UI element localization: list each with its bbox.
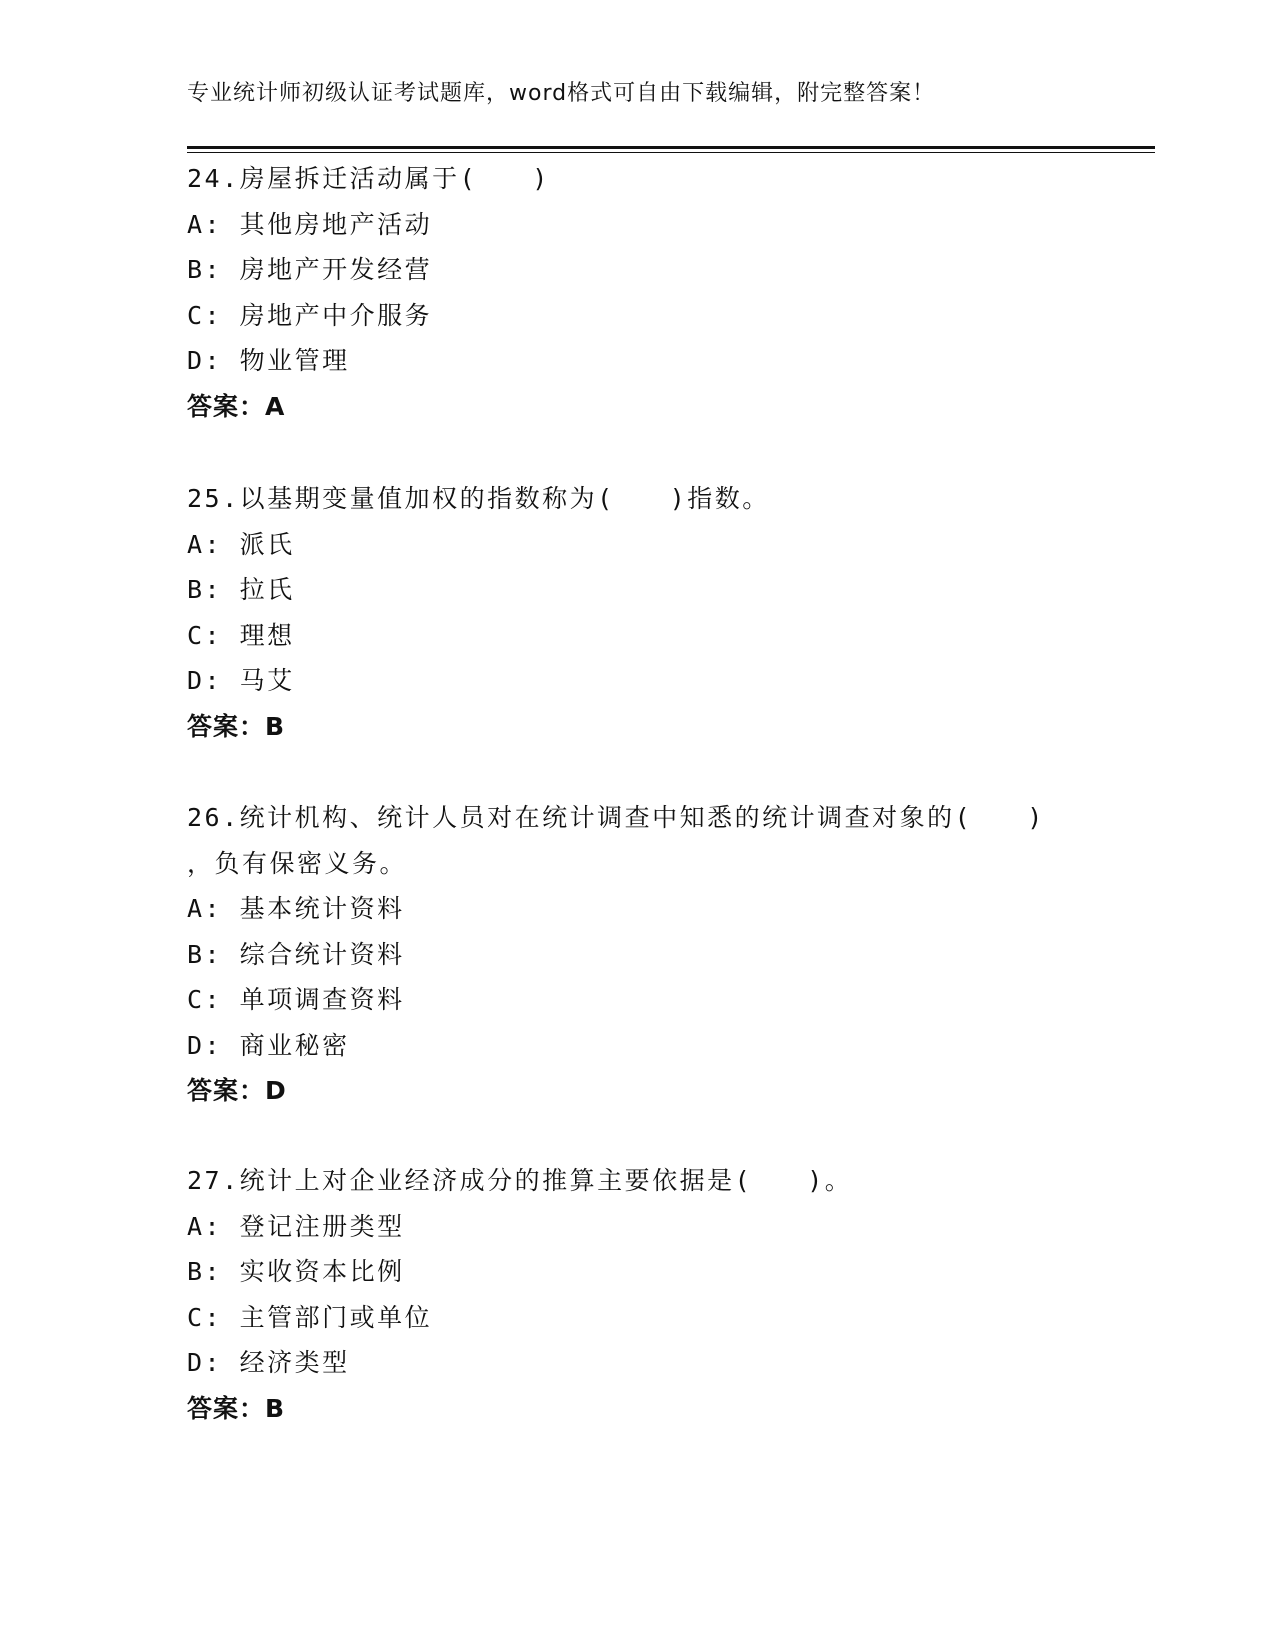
question-text: 27.统计上对企业经济成分的推算主要依据是( )。 <box>187 1166 853 1195</box>
question-24 <box>187 156 1087 429</box>
question-text: 26.统计机构、统计人员对在统计调查中知悉的统计调查对象的( ) <box>187 803 1045 832</box>
answer: 答案：D <box>187 1076 287 1105</box>
header-text: 专业统计师初级认证考试题库，word格式可自由下载编辑，附完整答案！ <box>187 81 936 106</box>
option-d: D: 经济类型 <box>187 1348 350 1377</box>
answer: 答案：B <box>187 711 286 741</box>
option-c: C: 房地产中介服务 <box>187 300 433 330</box>
header-rule-thin <box>187 152 1155 153</box>
question-25 <box>187 476 1087 749</box>
option-b: B: 实收资本比例 <box>187 1257 405 1286</box>
question-26 <box>187 795 1087 1114</box>
option-b: B: 拉氏 <box>187 575 295 604</box>
option-a: A: 其他房地产活动 <box>187 209 433 239</box>
question-text: 24.房屋拆迁活动属于( ) <box>187 164 550 193</box>
question-27 <box>187 1158 1087 1431</box>
question-text-continued: ，负有保密义务。 <box>187 848 408 878</box>
option-a: A: 登记注册类型 <box>187 1211 405 1241</box>
answer: 答案：B <box>187 1393 286 1423</box>
option-d: D: 马艾 <box>187 666 295 695</box>
option-a: A: 派氏 <box>187 529 295 559</box>
option-d: D: 物业管理 <box>187 346 350 375</box>
header-rule-thick <box>187 146 1155 149</box>
option-b: B: 房地产开发经营 <box>187 255 433 284</box>
option-c: C: 主管部门或单位 <box>187 1302 433 1332</box>
option-a: A: 基本统计资料 <box>187 894 405 923</box>
option-c: C: 单项调查资料 <box>187 985 405 1014</box>
option-c: C: 理想 <box>187 620 295 650</box>
question-text: 25.以基期变量值加权的指数称为( )指数。 <box>187 484 770 513</box>
option-b: B: 综合统计资料 <box>187 939 405 969</box>
answer: 答案：A <box>187 391 286 421</box>
option-d: D: 商业秘密 <box>187 1030 350 1060</box>
